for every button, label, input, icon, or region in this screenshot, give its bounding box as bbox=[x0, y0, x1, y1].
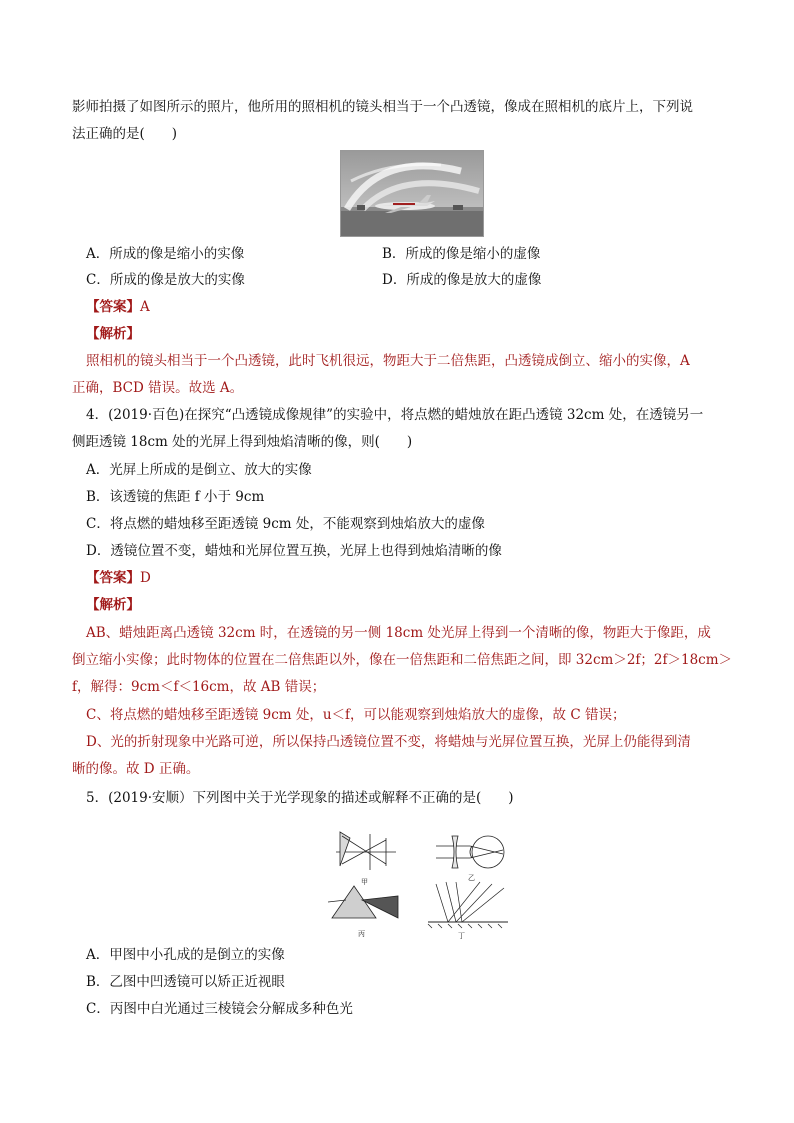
q4-analysis-line-6: 晰的像。故 D 正确。 bbox=[72, 761, 200, 777]
q4-stem-line-2: 侧距透镜 18cm 处的光屏上得到烛焰清晰的像，则( ) bbox=[72, 434, 413, 450]
q5-option-c: C．丙图中白光通过三棱镜会分解成多种色光 bbox=[86, 1001, 353, 1017]
intro-line-2: 法正确的是( ) bbox=[72, 126, 178, 142]
q4-option-d: D．透镜位置不变，蜡烛和光屏位置互换，光屏上也得到烛焰清晰的像 bbox=[86, 543, 502, 559]
pinhole-camera-figure bbox=[336, 832, 396, 870]
q4-answer-label: 【答案】 bbox=[86, 570, 140, 586]
concave-lens-eye-figure bbox=[436, 836, 504, 868]
q3-answer-value: A bbox=[140, 299, 150, 315]
q3-option-a: A．所成的像是缩小的实像 bbox=[86, 246, 245, 262]
q3-option-b: B．所成的像是缩小的虚像 bbox=[382, 246, 541, 262]
fig-label-yi: 乙 bbox=[468, 874, 475, 882]
fig-label-jia: 甲 bbox=[361, 878, 368, 886]
q5-option-b: B．乙图中凹透镜可以矫正近视眼 bbox=[86, 974, 285, 990]
q3-answer bbox=[86, 298, 150, 316]
fig-label-bing: 丙 bbox=[358, 930, 365, 938]
q4-analysis-line-1: AB、蜡烛距离凸透镜 32cm 时，在透镜的另一侧 18cm 处光屏上得到一个清晰的像，物距大于像距，成 bbox=[86, 625, 711, 641]
intro-line-1: 影师拍摄了如图所示的照片，他所用的照相机的镜头相当于一个凸透镜，像成在照相机的底片上，下列说 bbox=[72, 99, 693, 115]
q3-analysis-line-2: 正确，BCD 错误。故选 A。 bbox=[72, 380, 244, 396]
q3-analysis-label: 【解析】 bbox=[86, 326, 140, 342]
q4-answer-value: D bbox=[140, 570, 151, 586]
q4-analysis-line-4: C、将点燃的蜡烛移至距透镜 9cm 处，u＜f，可以能观察到烛焰放大的虚像，故 C 错误； bbox=[86, 707, 626, 723]
q4-analysis-line-5: D、光的折射现象中光路可逆，所以保持凸透镜位置不变，将蜡烛与光屏位置互换，光屏上仍能得到清 bbox=[86, 734, 691, 750]
q4-option-b: B．该透镜的焦距 f 小于 9cm bbox=[86, 489, 265, 505]
q4-analysis-label: 【解析】 bbox=[86, 597, 140, 613]
q3-option-d: D．所成的像是放大的虚像 bbox=[382, 272, 542, 288]
optics-figures bbox=[328, 826, 518, 942]
prism-figure bbox=[328, 886, 398, 918]
q5-stem: 5．(2019·安顺）下列图中关于光学现象的描述或解释不正确的是( ) bbox=[86, 790, 514, 806]
q3-answer-label: 【答案】 bbox=[86, 299, 140, 315]
q4-analysis-line-2: 倒立缩小实像；此时物体的位置在二倍焦距以外，像在一倍焦距和二倍焦距之间，即 32cm＞2f；2f＞18cm＞ bbox=[72, 652, 733, 668]
q4-option-a: A．光屏上所成的是倒立、放大的实像 bbox=[86, 462, 312, 478]
q4-answer bbox=[86, 569, 151, 587]
q4-analysis-line-3: f，解得：9cm＜f＜16cm，故 AB 错误； bbox=[72, 679, 326, 695]
q3-analysis-line-1: 照相机的镜头相当于一个凸透镜，此时飞机很远，物距大于二倍焦距，凸透镜成倒立、缩小的实像，A bbox=[86, 353, 690, 369]
fig-label-ding: 丁 bbox=[458, 932, 465, 940]
airplane-water-salute-photo bbox=[340, 150, 484, 237]
reflection-figure bbox=[428, 882, 508, 928]
q4-option-c: C．将点燃的蜡烛移至距透镜 9cm 处，不能观察到烛焰放大的虚像 bbox=[86, 516, 485, 532]
q4-stem-line-1: 4．(2019·百色)在探究“凸透镜成像规律”的实验中，将点燃的蜡烛放在距凸透镜 32cm 处，在透镜另一 bbox=[86, 407, 704, 423]
q5-option-a: A．甲图中小孔成的是倒立的实像 bbox=[86, 947, 285, 963]
q3-option-c: C．所成的像是放大的实像 bbox=[86, 272, 245, 288]
